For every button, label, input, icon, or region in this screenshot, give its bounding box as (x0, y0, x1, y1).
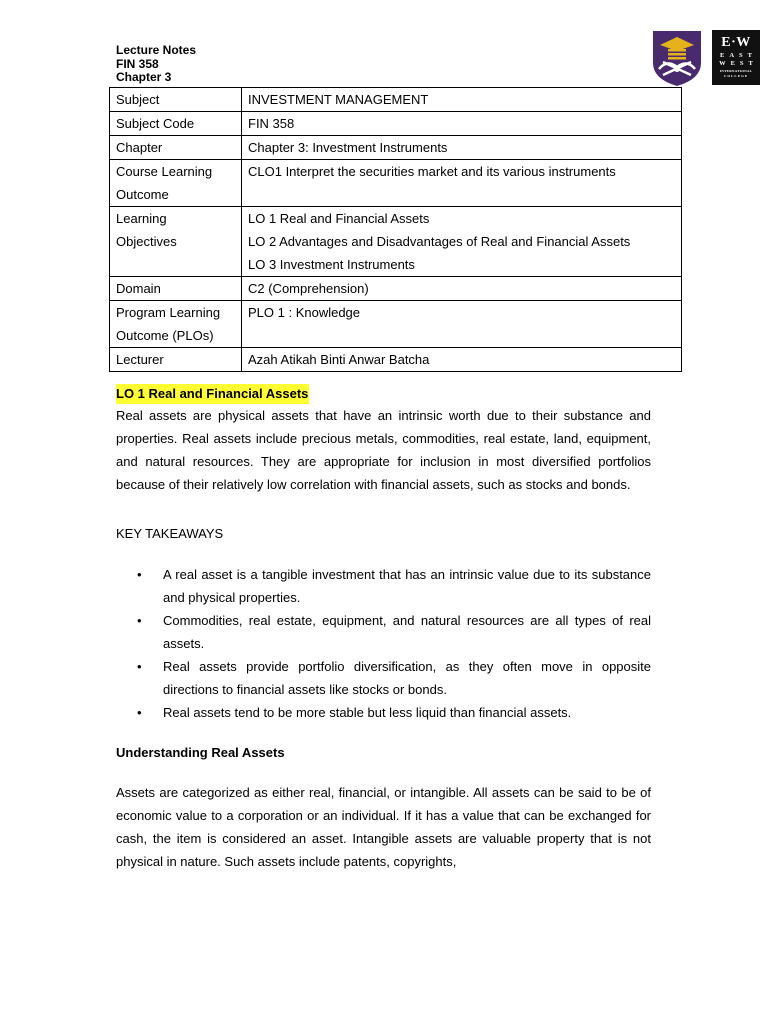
intro-paragraph: Real assets are physical assets that have an intrinsic worth due to their substance and properties. Real assets include precious metals, commodities, real estate, land, equipment, and natural resources. They are appropriate for inclusion in most diversified portfolios because of their relatively low correlation with financial assets, such as stocks and bonds. (116, 408, 651, 492)
plo-label-line: Outcome (PLOs) (116, 328, 214, 343)
key-takeaways-list (116, 563, 651, 724)
table-row (110, 88, 682, 112)
uitm-logo-icon (651, 29, 703, 87)
table-row (110, 277, 682, 301)
domain-value: C2 (Comprehension) (242, 277, 682, 301)
ew-logo-international: INTERNATIONAL (719, 69, 753, 73)
subject-label: Subject (110, 88, 242, 112)
chapter-label: Chapter (110, 136, 242, 160)
lo-label-line: Learning (116, 211, 167, 226)
plo-label (110, 301, 242, 348)
course-info-table (109, 87, 682, 372)
learning-objectives-value (242, 207, 682, 277)
table-row (110, 207, 682, 277)
clo-label-line: Outcome (116, 187, 169, 202)
subject-value: INVESTMENT MANAGEMENT (242, 88, 682, 112)
header-lecture-notes: Lecture Notes (116, 43, 197, 57)
clo-value: CLO1 Interpret the securities market and its various instruments (242, 160, 682, 207)
lo-item: LO 2 Advantages and Disadvantages of Real and Financial Assets (248, 234, 631, 249)
list-item (116, 609, 651, 655)
learning-objectives-label (110, 207, 242, 277)
table-row (110, 301, 682, 348)
header-course-code: FIN 358 (116, 56, 159, 71)
list-item-text: Real assets provide portfolio diversification, as they often move in opposite directions to financial assets like stocks or bonds. (163, 659, 651, 697)
bullet-icon: • (137, 705, 142, 720)
list-item-text: A real asset is a tangible investment that has an intrinsic value due to its substance and physical properties. (163, 567, 651, 605)
list-item (116, 701, 651, 724)
document-body (116, 384, 651, 873)
domain-label: Domain (110, 277, 242, 301)
plo-label-line: Program Learning (116, 305, 221, 320)
table-row (110, 112, 682, 136)
subject-code-label: Subject Code (110, 112, 242, 136)
table-row (110, 136, 682, 160)
assets-paragraph: Assets are categorized as either real, financial, or intangible. All assets can be said to be of economic value to a corporation or an individual. If it has a value that can be exchanged for cash, the item is considered an asset. Intangible assets are valuable property that is not physical in nature. Such assets include patents, copyrights, (116, 785, 651, 869)
lo-item: LO 3 Investment Instruments (248, 257, 415, 272)
plo-value: PLO 1 : Knowledge (242, 301, 682, 348)
subject-code-value: FIN 358 (242, 112, 682, 136)
list-item (116, 655, 651, 701)
list-item-text: Commodities, real estate, equipment, and natural resources are all types of real assets. (163, 613, 651, 651)
ew-logo-west: WEST (719, 60, 758, 67)
clo-label (110, 160, 242, 207)
key-takeaways-title: KEY TAKEAWAYS (116, 526, 224, 541)
list-item (116, 563, 651, 609)
east-west-college-logo (712, 30, 760, 85)
chapter-value: Chapter 3: Investment Instruments (242, 136, 682, 160)
understanding-real-assets-heading: Understanding Real Assets (116, 745, 285, 760)
document-header (116, 44, 196, 85)
list-item-text: Real assets tend to be more stable but less liquid than financial assets. (163, 705, 572, 720)
bullet-icon: • (137, 567, 142, 582)
clo-label-line: Course Learning (116, 164, 213, 179)
ew-logo-east: EAST (720, 52, 757, 59)
table-row (110, 160, 682, 207)
lo-label-line: Objectives (116, 234, 177, 249)
header-chapter: Chapter 3 (116, 70, 172, 84)
lo-item: LO 1 Real and Financial Assets (248, 211, 430, 226)
bullet-icon: • (137, 659, 142, 674)
ew-logo-letters: E·W (721, 35, 751, 50)
lecturer-value: Azah Atikah Binti Anwar Batcha (242, 348, 682, 372)
lo1-heading: LO 1 Real and Financial Assets (116, 384, 309, 404)
lecturer-label: Lecturer (110, 348, 242, 372)
bullet-icon: • (137, 613, 142, 628)
ew-logo-college: COLLEGE (723, 74, 749, 78)
table-row (110, 348, 682, 372)
